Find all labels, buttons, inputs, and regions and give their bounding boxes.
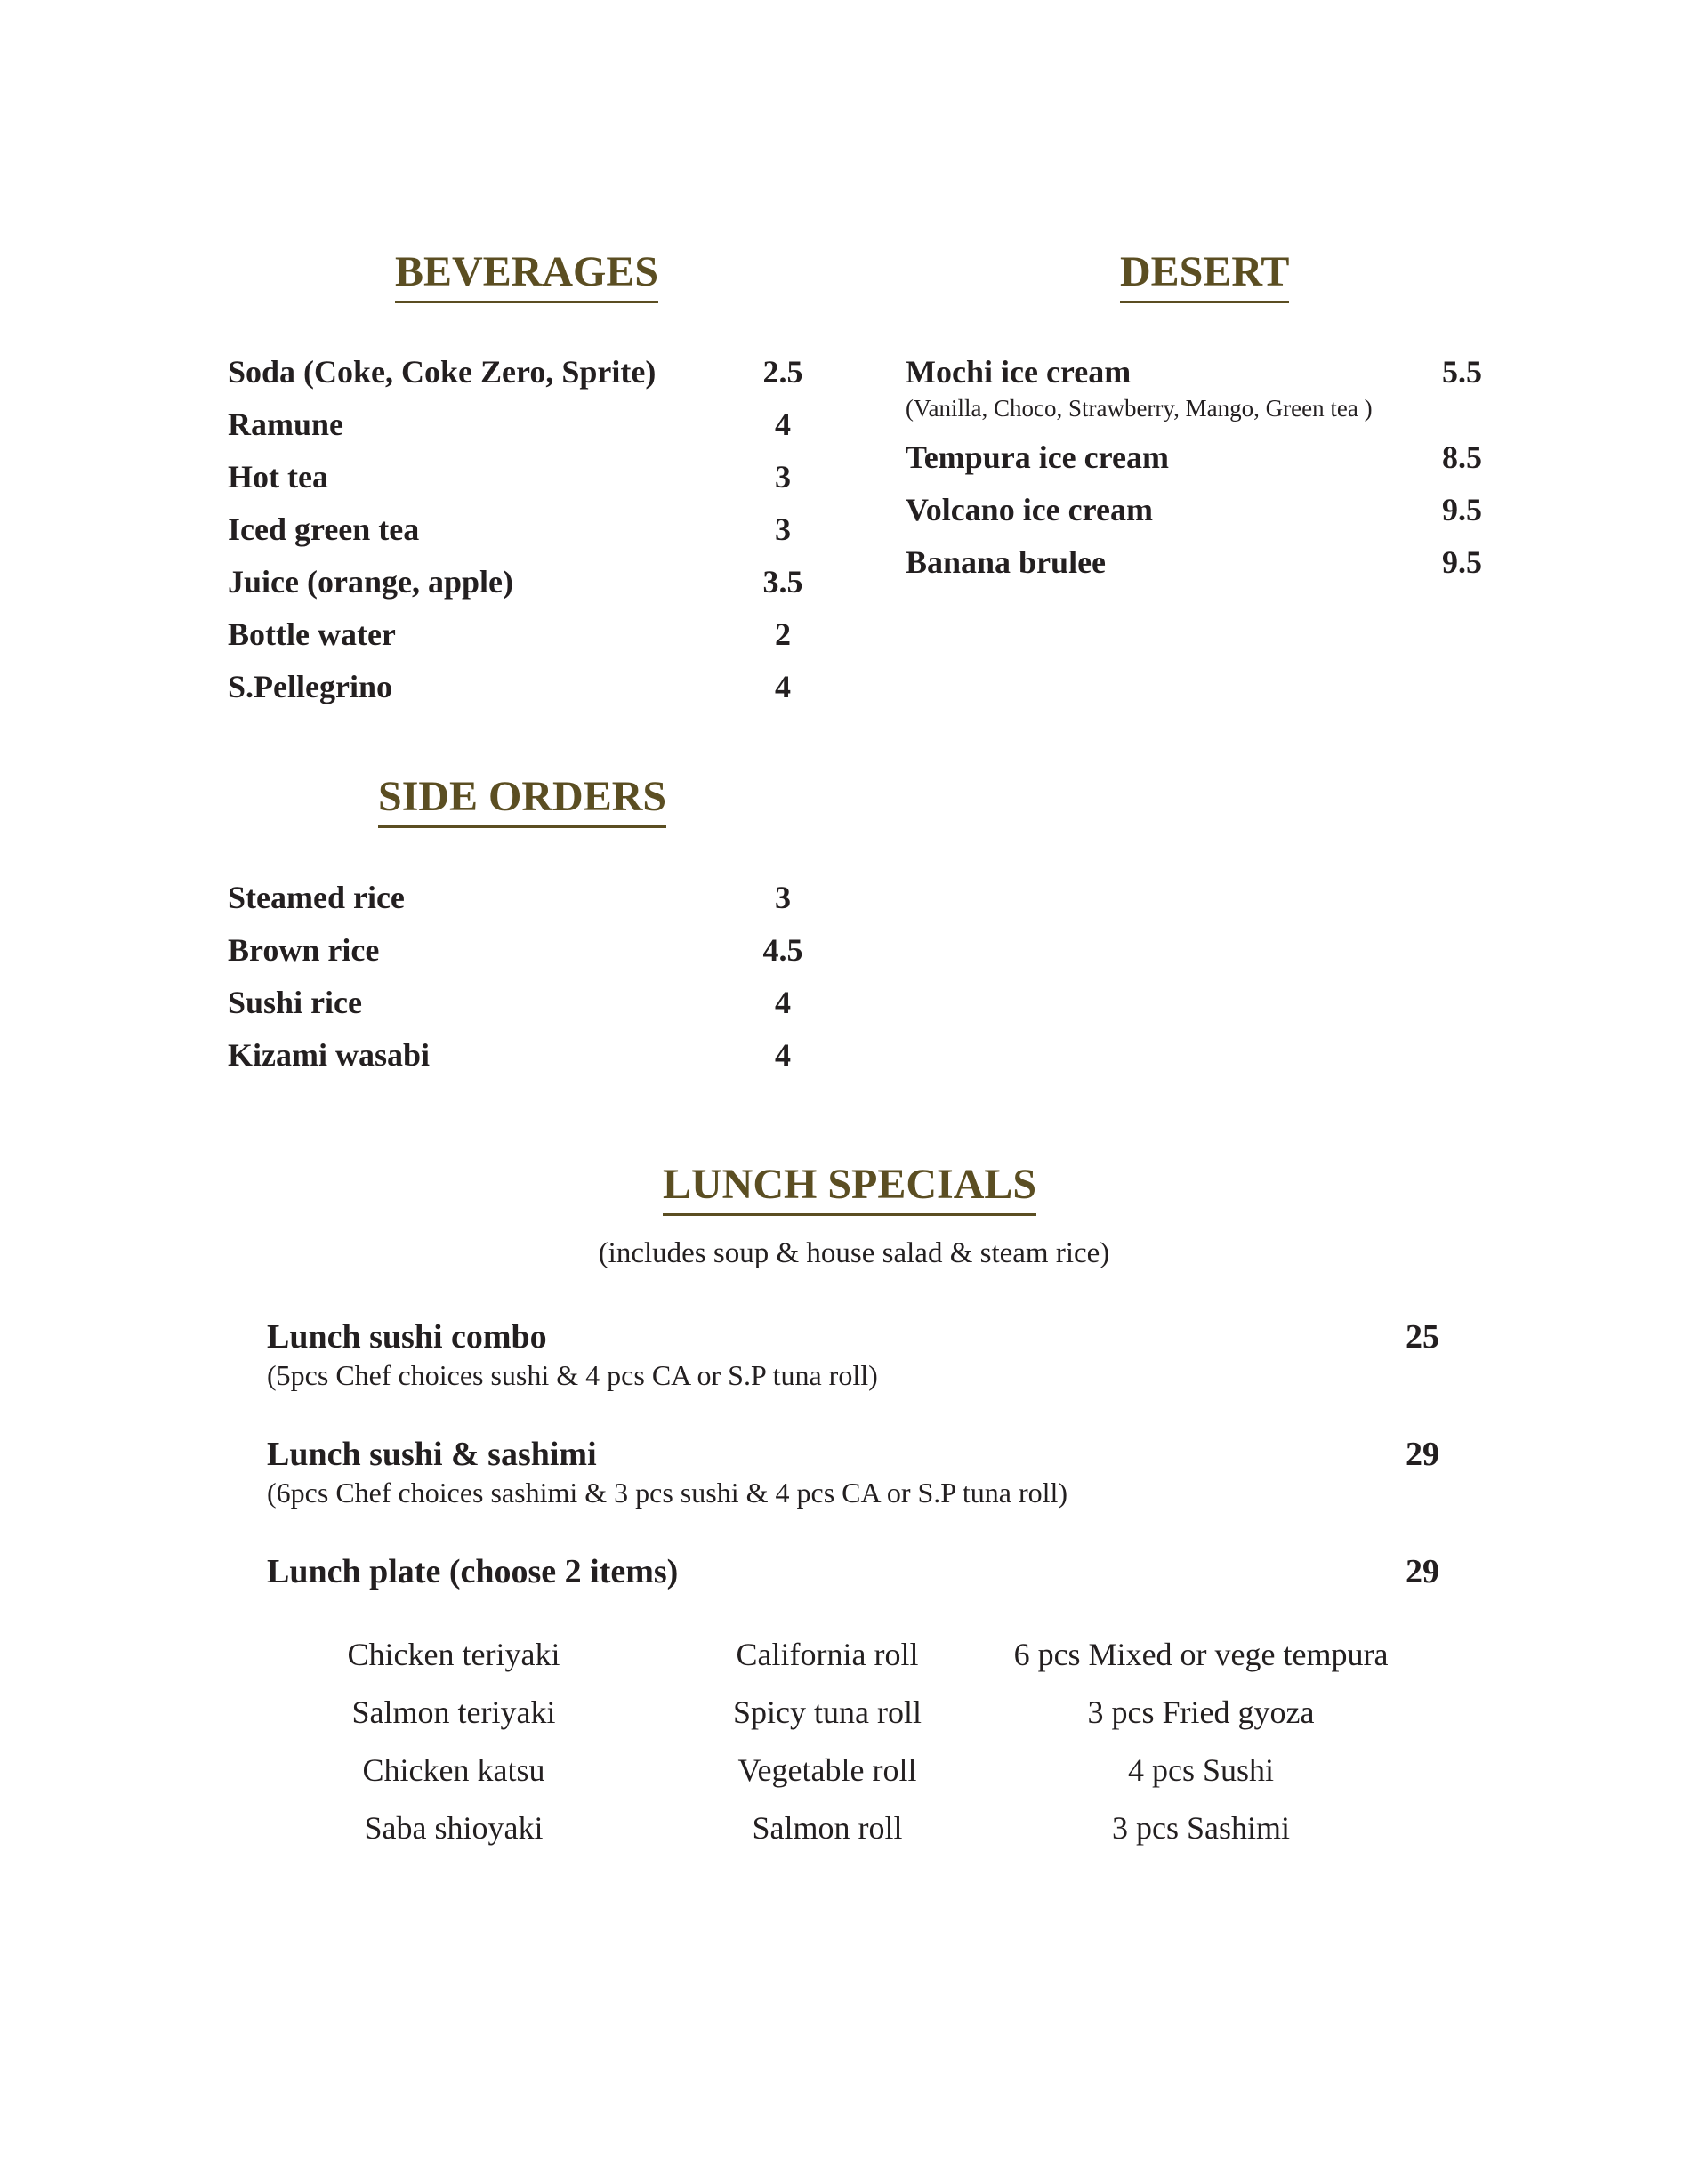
lunch-item-name: Lunch plate (choose 2 items) xyxy=(267,1553,679,1590)
beverage-item-name: Juice (orange, apple) xyxy=(228,564,513,600)
lunch-plate-option: 3 pcs Fried gyoza xyxy=(1087,1694,1315,1730)
desert-item-price: 9.5 xyxy=(1442,492,1482,527)
beverage-item-name: Hot tea xyxy=(228,459,328,495)
lunch-plate-option: Saba shioyaki xyxy=(364,1810,544,1846)
side-order-item-price: 4 xyxy=(775,985,791,1020)
side-order-item-name: Kizami wasabi xyxy=(228,1037,431,1073)
lunch-plate-option: California roll xyxy=(736,1637,919,1672)
lunch-item-price: 29 xyxy=(1406,1553,1439,1590)
beverage-item-name: Ramune xyxy=(228,406,344,442)
beverage-item-name: Iced green tea xyxy=(228,511,420,547)
lunch-plate-option: 4 pcs Sushi xyxy=(1127,1752,1275,1788)
beverage-item-price: 3 xyxy=(775,511,791,547)
beverage-item-price: 3 xyxy=(775,459,791,495)
lunch-item-desc: (5pcs Chef choices sushi & 4 pcs CA or S.P tuna roll) xyxy=(267,1359,878,1391)
lunch-plate-option: 6 pcs Mixed or vege tempura xyxy=(1013,1637,1389,1672)
lunch-item-desc: (6pcs Chef choices sashimi & 3 pcs sushi & 4 pcs CA or S.P tuna roll) xyxy=(267,1477,1068,1509)
desert-item-price: 9.5 xyxy=(1442,544,1482,580)
beverage-item-price: 2.5 xyxy=(762,354,803,390)
beverage-item-name: Bottle water xyxy=(228,616,396,652)
desert-item-price: 5.5 xyxy=(1442,354,1482,390)
lunch-plate-option: Vegetable roll xyxy=(737,1752,917,1788)
beverage-item-name: Soda (Coke, Coke Zero, Sprite) xyxy=(228,354,657,390)
desert-heading: DESERT xyxy=(1120,245,1289,303)
side-order-item-name: Steamed rice xyxy=(228,880,405,915)
beverage-item-price: 4 xyxy=(775,669,791,704)
lunch-item-name: Lunch sushi combo xyxy=(267,1318,547,1356)
lunch-item-price: 29 xyxy=(1406,1436,1439,1473)
side-orders-heading: SIDE ORDERS xyxy=(378,770,666,828)
side-order-item-name: Sushi rice xyxy=(228,985,363,1020)
lunch-plate-option: Chicken teriyaki xyxy=(347,1637,560,1672)
desert-item-price: 8.5 xyxy=(1442,439,1482,475)
lunch-specials-heading: LUNCH SPECIALS xyxy=(663,1158,1036,1216)
beverage-item-price: 4 xyxy=(775,406,791,442)
lunch-specials-subtitle: (includes soup & house salad & steam rice) xyxy=(598,1237,1110,1269)
side-order-item-price: 3 xyxy=(775,880,791,915)
beverage-item-price: 2 xyxy=(775,616,791,652)
beverage-item-name: S.Pellegrino xyxy=(228,669,392,704)
desert-item-name: Mochi ice cream xyxy=(906,354,1132,390)
lunch-item-name: Lunch sushi & sashimi xyxy=(267,1436,597,1473)
side-order-item-name: Brown rice xyxy=(228,932,380,968)
desert-item-name: Banana brulee xyxy=(906,544,1107,580)
lunch-plate-option: Chicken katsu xyxy=(362,1752,545,1788)
lunch-plate-option: Spicy tuna roll xyxy=(733,1694,922,1730)
lunch-plate-option: Salmon roll xyxy=(752,1810,903,1846)
lunch-plate-option: Salmon teriyaki xyxy=(351,1694,556,1730)
beverage-item-price: 3.5 xyxy=(762,564,803,600)
beverages-heading: BEVERAGES xyxy=(395,245,658,303)
side-order-item-price: 4.5 xyxy=(762,932,803,968)
lunch-item-price: 25 xyxy=(1406,1318,1439,1356)
side-order-item-price: 4 xyxy=(775,1037,791,1073)
desert-item-name: Tempura ice cream xyxy=(906,439,1169,475)
desert-item-name: Volcano ice cream xyxy=(906,492,1153,527)
lunch-plate-option: 3 pcs Sashimi xyxy=(1111,1810,1290,1846)
desert-item-note: (Vanilla, Choco, Strawberry, Mango, Green tea ) xyxy=(906,395,1373,422)
